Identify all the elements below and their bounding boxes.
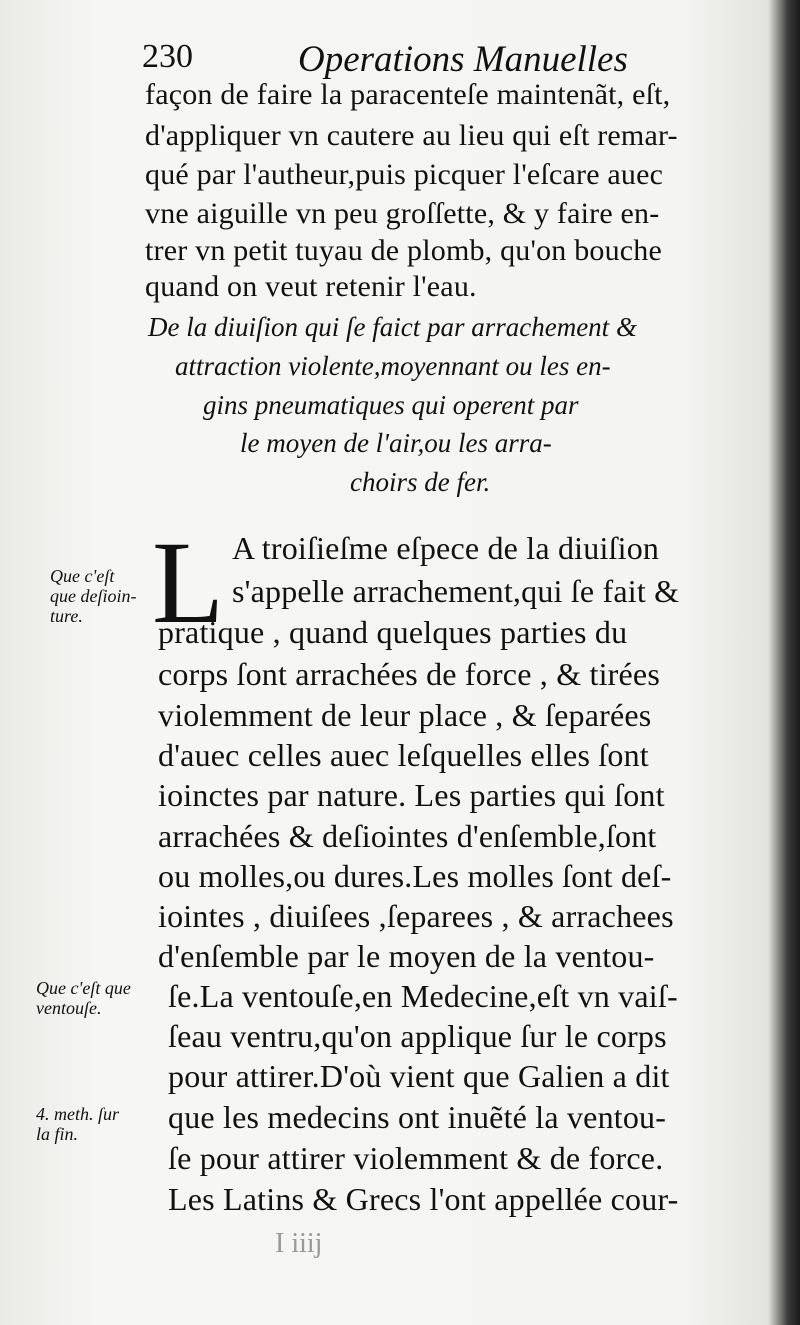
text-line: pratique , quand quelques parties du [158, 614, 628, 650]
drop-cap: L [152, 517, 225, 648]
text-line: d'auec celles auec leſquelles elles ſont [158, 737, 649, 773]
heading-line: attraction violente,moyennant ou les en- [175, 351, 611, 381]
margin-note-line: ventouſe. [36, 998, 102, 1018]
margin-note-line: Que c'eſt [50, 566, 115, 586]
margin-note-line: 4. meth. ſur [36, 1104, 119, 1124]
text-line: d'enſemble par le moyen de la ventou- [158, 938, 655, 974]
text-line: Les Latins & Grecs l'ont appellée cour- [168, 1181, 679, 1217]
margin-note [36, 978, 131, 1018]
margin-note [36, 1104, 119, 1144]
text-line: corps ſont arrachées de force , & tirées [158, 656, 660, 692]
text-line: ſeau ventru,qu'on applique ſur le corps [168, 1018, 667, 1054]
text-line: façon de faire la paracenteſe maintenãt, eſt, [145, 78, 671, 111]
text-line: ou molles,ou dures.Les molles ſont deſ- [158, 858, 672, 894]
catchword: I iiij [275, 1228, 323, 1259]
text-line: trer vn petit tuyau de plomb, qu'on bouche [145, 234, 663, 267]
text-line: ioinctes par nature. Les parties qui ſont [158, 777, 665, 813]
text-line: violemment de leur place , & ſeparées [158, 697, 652, 733]
text-line: quand on veut retenir l'eau. [145, 270, 477, 303]
heading-line: gins pneumatiques qui operent par [203, 390, 579, 420]
text-line: d'appliquer vn cautere au lieu qui eſt remar- [145, 119, 678, 152]
text-line: arrachées & deſiointes d'enſemble,ſont [158, 818, 657, 854]
heading-line: le moyen de l'air,ou les arra- [240, 428, 552, 458]
margin-note-line: que deſioin- [50, 586, 137, 606]
text-line: pour attirer.D'où vient que Galien a dit [168, 1058, 670, 1094]
text-line: A troiſieſme eſpece de la diuiſion [232, 530, 660, 566]
margin-note-line: Que c'eſt que [36, 978, 131, 998]
text-line: iointes , diuiſees ,ſeparees , & arrachees [158, 898, 674, 934]
text-line: que les medecins ont inuẽté la ventou- [168, 1099, 667, 1135]
text-line: qué par l'autheur,puis picquer l'eſcare auec [145, 158, 664, 191]
heading-line: choirs de fer. [350, 467, 491, 497]
text-line: ſe.La ventouſe,en Medecine,eſt vn vaiſ- [168, 978, 678, 1014]
margin-note-line: ture. [50, 606, 83, 626]
running-title: Operations Manuelles [298, 39, 628, 80]
margin-note-line: la fin. [36, 1124, 79, 1144]
page-number: 230 [142, 38, 193, 75]
margin-note [50, 566, 136, 626]
heading-line: De la diuiſion qui ſe faict par arrachement & [148, 312, 637, 342]
text-line: ſe pour attirer violemment & de force. [168, 1140, 664, 1176]
text-line: s'appelle arrachement,qui ſe fait & [232, 573, 680, 609]
text-line: vne aiguille vn peu groſſette, & y faire en- [145, 197, 660, 230]
